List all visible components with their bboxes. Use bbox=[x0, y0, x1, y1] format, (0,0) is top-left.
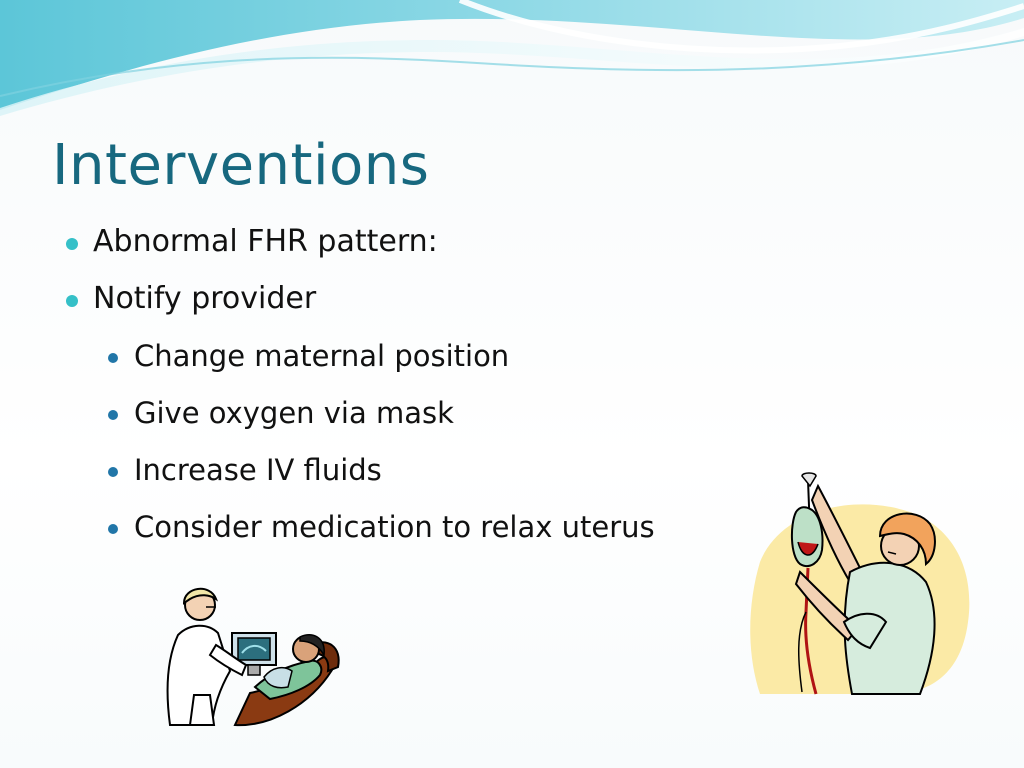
slide-title: Interventions bbox=[52, 133, 430, 198]
sub-bullet-item bbox=[60, 507, 655, 547]
sub-bullet-dot-icon bbox=[108, 410, 118, 420]
nurse-iv-bag-clipart bbox=[740, 472, 975, 698]
sub-bullet-text: Change maternal position bbox=[134, 339, 510, 373]
sub-bullet-item bbox=[60, 450, 655, 490]
bullet-list bbox=[60, 222, 655, 564]
ultrasound-exam-clipart bbox=[160, 575, 345, 735]
bullet-text: Abnormal FHR pattern: bbox=[93, 224, 438, 259]
sub-bullet-dot-icon bbox=[108, 467, 118, 477]
sub-bullet-dot-icon bbox=[108, 353, 118, 363]
sub-bullet-text: Give oxygen via mask bbox=[134, 396, 454, 430]
sub-bullet-dot-icon bbox=[108, 524, 118, 534]
bullet-dot-icon bbox=[66, 295, 78, 307]
bullet-item bbox=[60, 222, 655, 262]
header-wave-decoration bbox=[0, 0, 1024, 120]
bullet-dot-icon bbox=[66, 238, 78, 250]
sub-bullet-item bbox=[60, 336, 655, 376]
sub-bullet-text: Increase IV fluids bbox=[134, 453, 382, 487]
sub-bullet-text: Consider medication to relax uterus bbox=[134, 510, 655, 544]
sub-bullet-item bbox=[60, 393, 655, 433]
bullet-text: Notify provider bbox=[93, 281, 317, 316]
bullet-item bbox=[60, 279, 655, 319]
